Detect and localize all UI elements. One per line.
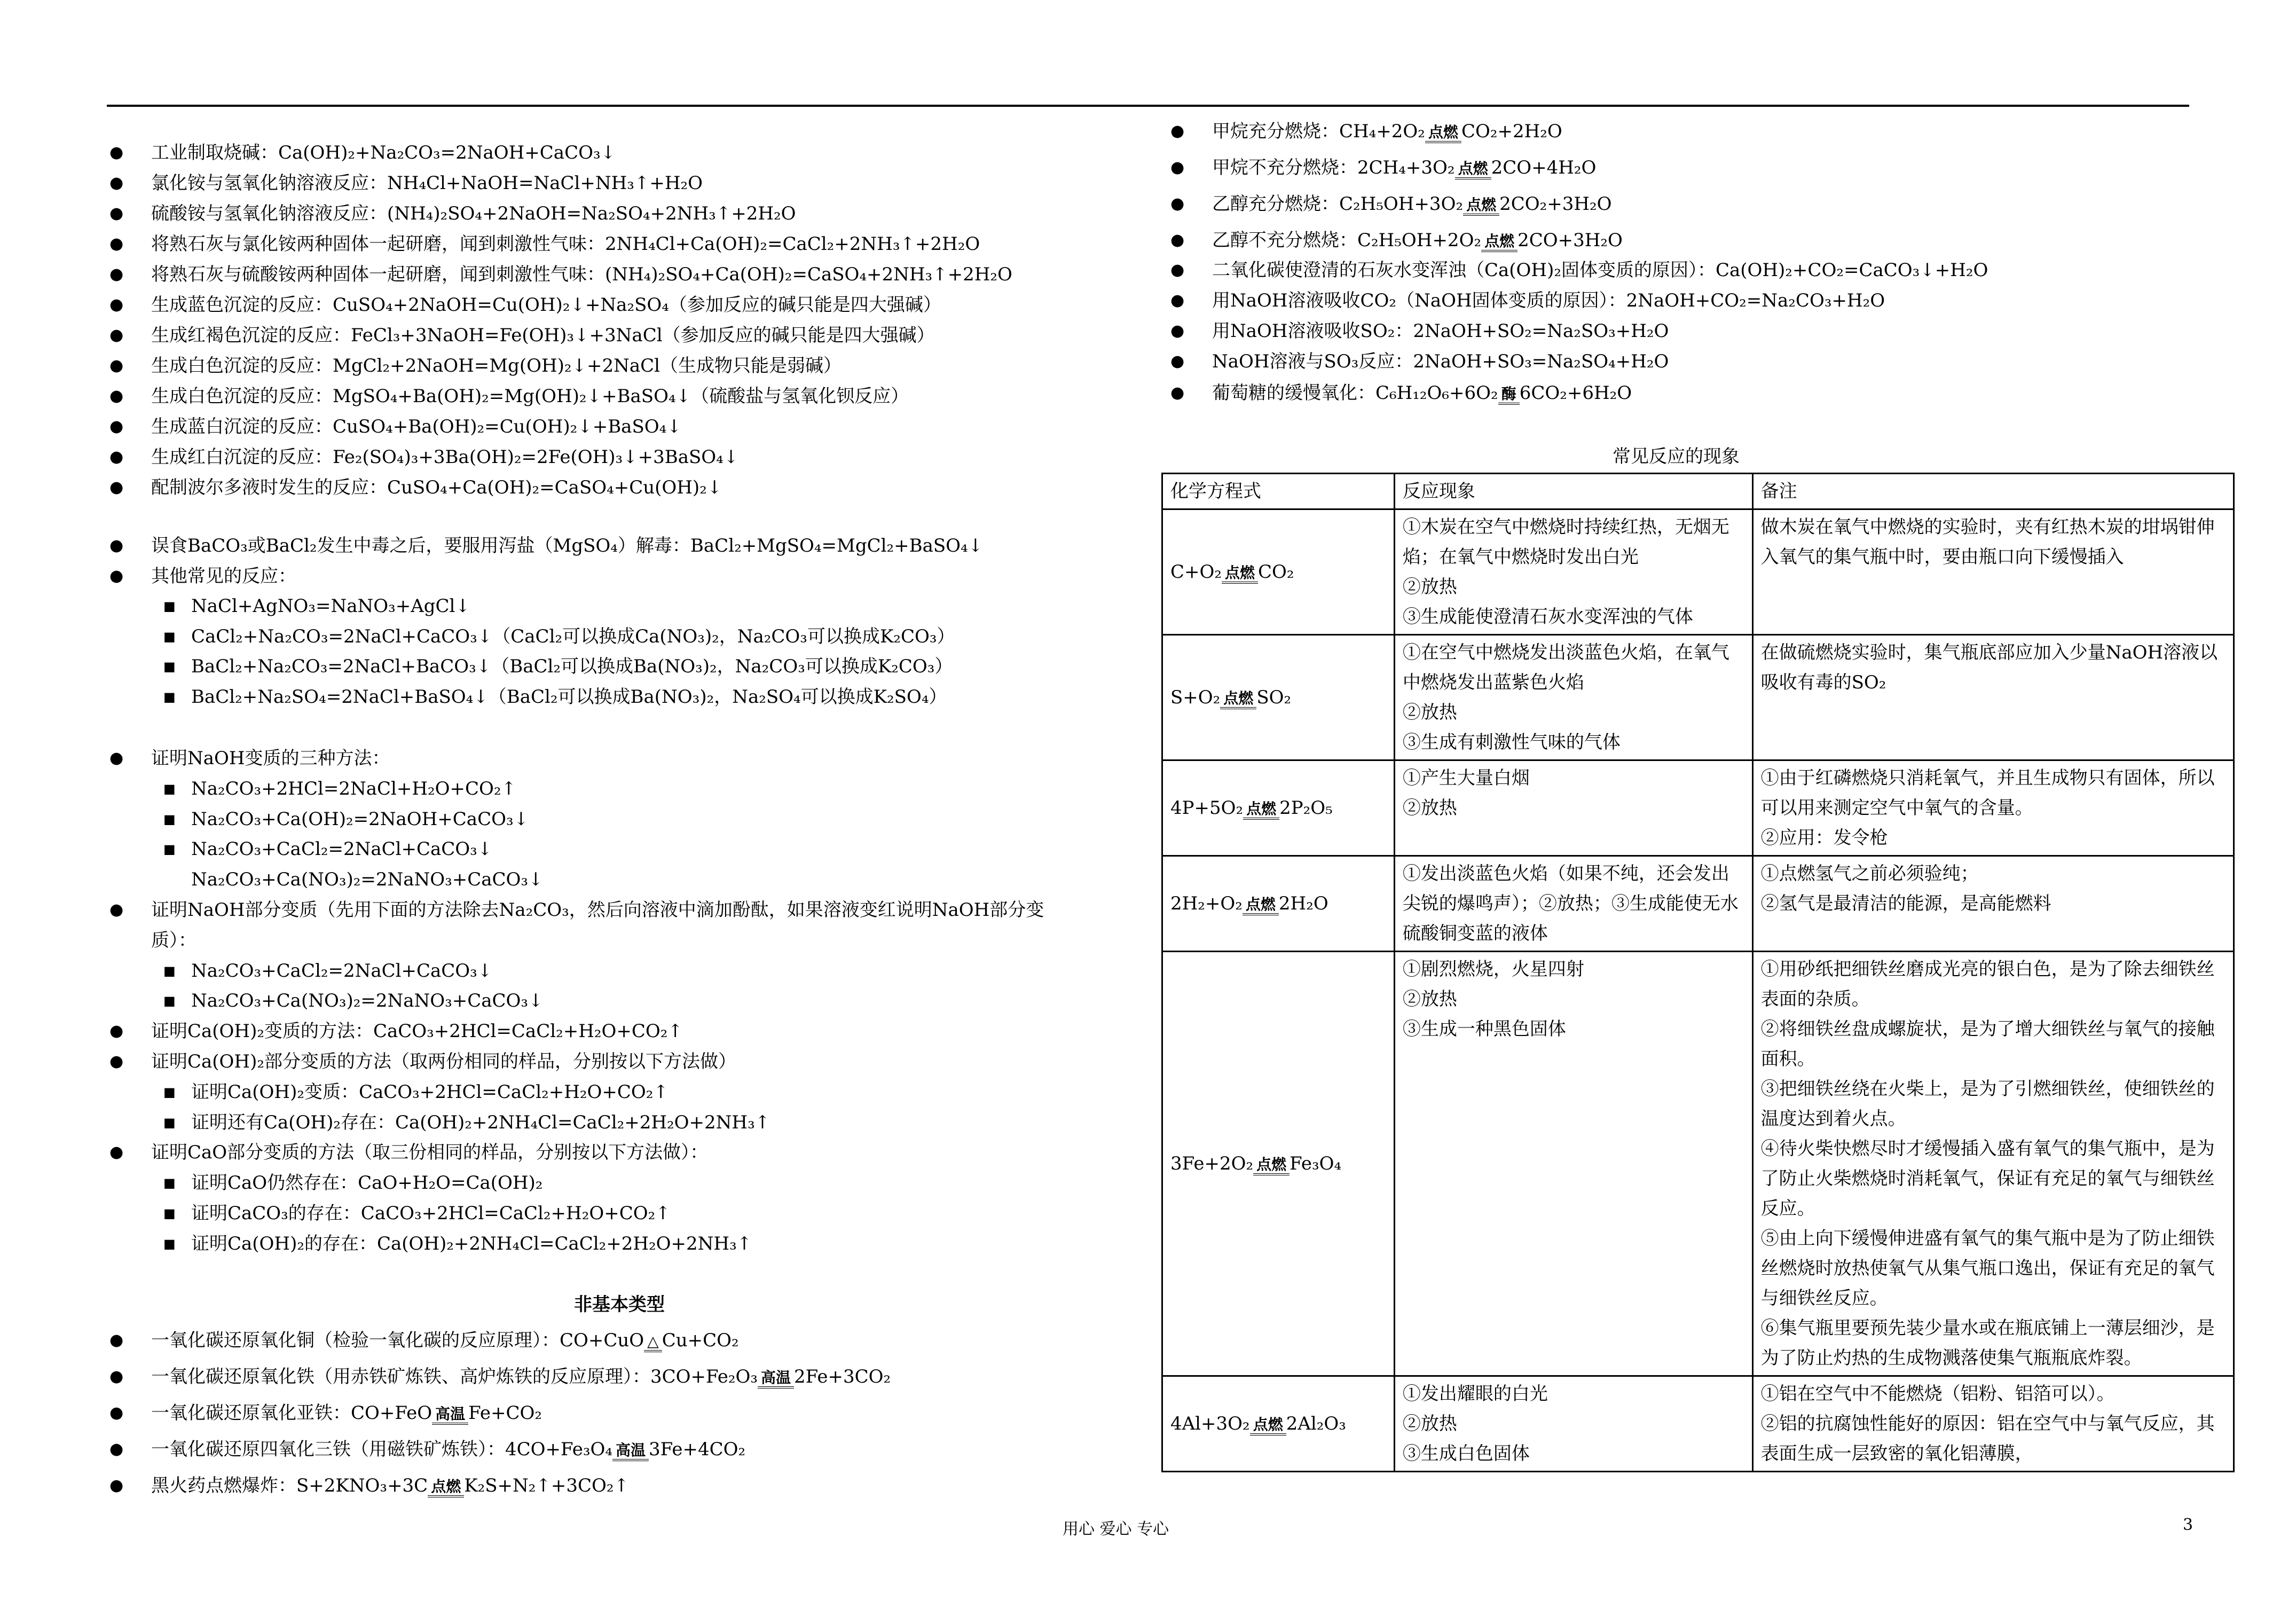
list-item: 质）： [151, 929, 196, 951]
list-item: ● 生成红白沉淀的反应：Fe₂(SO₄)₃+3Ba(OH)₂=2Fe(OH)₃↓+3BaSO₄↓ [151, 446, 738, 468]
table-title: 常见反应的现象 [1613, 446, 1740, 467]
note-line: ⑥集气瓶里要预先装少量水或在瓶底铺上一薄层细沙，是为了防止灼热的生成物溅落使集气瓶瓶底炸裂。 [1760, 1317, 2215, 1369]
reaction-condition [1220, 691, 1256, 709]
equation-left: 用NaOH溶液吸收CO₂（NaOH固体变质的原因）：2NaOH+CO₂=Na₂CO₃+H₂O [1212, 290, 1885, 311]
list-item: ■ Na₂CO₃+Ca(NO₃)₂=2NaNO₃+CaCO₃↓ [191, 990, 544, 1011]
list-item: ● 证明Ca(OH)₂部分变质的方法（取两份相同的样品，分别按以下方法做） [151, 1051, 736, 1072]
condition-label: 点燃 [1250, 1417, 1286, 1435]
list-item: ● 生成白色沉淀的反应：MgSO₄+Ba(OH)₂=Mg(OH)₂↓+BaSO₄↓（硫酸盐与氢氧化钡反应） [151, 386, 909, 407]
note-line: 在做硫燃烧实验时，集气瓶底部应加入少量NaOH溶液以吸收有毒的SO₂ [1760, 642, 2218, 693]
condition-label: 点燃 [1220, 691, 1256, 709]
reaction-condition [432, 1407, 468, 1425]
cell-notes [1752, 635, 2234, 760]
equation-right: SO₂ [1256, 687, 1292, 708]
reaction-condition [644, 1334, 662, 1352]
cell-equation [1162, 760, 1395, 856]
note-line: ①铝在空气中不能燃烧（铝粉、铝箔可以）。 [1760, 1383, 2115, 1405]
list-item: ● 证明NaOH变质的三种方法： [151, 748, 390, 769]
list-item: ■ Na₂CO₃+Ca(OH)₂=2NaOH+CaCO₃↓ [191, 809, 529, 830]
cell-notes [1752, 856, 2234, 952]
reaction-item [1212, 157, 1596, 179]
cell-equation [1162, 635, 1395, 760]
list-item: ■ 证明Ca(OH)₂的存在：Ca(OH)₂+2NH₄Cl=CaCl₂+2H₂O+2NH₃↑ [191, 1233, 752, 1254]
table-row [1162, 952, 2234, 1376]
list-item: ■ 证明Ca(OH)₂变质：CaCO₃+2HCl=CaCl₂+H₂O+CO₂↑ [191, 1081, 669, 1103]
equation-left: 一氧化碳还原氧化铜（检验一氧化碳的反应原理）：CO+CuO [151, 1330, 644, 1351]
condition-label: 酶 [1498, 387, 1520, 405]
cell-phenomena [1394, 952, 1752, 1376]
condition-label: 高温 [612, 1443, 649, 1461]
condition-label: 点燃 [1253, 1157, 1289, 1175]
equation-right: Fe+CO₂ [468, 1402, 542, 1424]
phenomenon-line: ②放热 [1402, 576, 1457, 598]
condition-label: 点燃 [1243, 897, 1279, 915]
table-row [1162, 509, 2234, 635]
condition-label: 点燃 [1425, 125, 1461, 143]
reaction-item [1212, 230, 1623, 252]
list-item: ● 配制波尔多液时发生的反应：CuSO₄+Ca(OH)₂=CaSO₄+Cu(OH)₂↓ [151, 477, 722, 498]
phenomenon-line: ②放热 [1402, 988, 1457, 1010]
phenomenon-line: ③生成有刺激性气味的气体 [1402, 732, 1621, 753]
equation-left: 二氧化碳使澄清的石灰水变浑浊（Ca(OH)₂固体变质的原因）：Ca(OH)₂+CO₂=CaCO₃↓+H₂O [1212, 260, 1988, 281]
condition-label: 点燃 [1222, 566, 1258, 584]
list-item: ● 误食BaCO₃或BaCl₂发生中毒之后，要服用泻盐（MgSO₄）解毒：BaCl₂+MgSO₄=MgCl₂+BaSO₄↓ [151, 535, 983, 556]
equation-right: K₂S+N₂↑+3CO₂↑ [464, 1475, 630, 1496]
list-item: ● 生成白色沉淀的反应：MgCl₂+2NaOH=Mg(OH)₂↓+2NaCl（生成物只能是弱碱） [151, 355, 842, 376]
list-item: ● 生成蓝色沉淀的反应：CuSO₄+2NaOH=Cu(OH)₂↓+Na₂SO₄（参加反应的碱只能是四大强碱） [151, 294, 941, 316]
equation-left: 一氧化碳还原氧化铁（用赤铁矿炼铁、高炉炼铁的反应原理）：3CO+Fe₂O₃ [151, 1366, 758, 1387]
phenomenon-line: ②放热 [1402, 702, 1457, 723]
cell-notes [1752, 1376, 2234, 1472]
reaction-condition [1463, 198, 1499, 216]
note-line: ④待火柴快燃尽时才缓慢插入盛有氧气的集气瓶中，是为了防止火柴燃烧时消耗氧气，保证有充足的氧气与细铁丝反应。 [1760, 1138, 2215, 1219]
note-line: ②将细铁丝盘成螺旋状，是为了增大细铁丝与氧气的接触面积。 [1760, 1018, 2215, 1070]
equation-right: 6CO₂+6H₂O [1519, 382, 1632, 404]
reaction-item [151, 1402, 542, 1425]
condition-label: 点燃 [1243, 802, 1279, 820]
phenomenon-line: ①剧烈燃烧，火星四射 [1402, 959, 1584, 980]
reaction-condition [758, 1370, 794, 1388]
list-item: ● 氯化铵与氢氧化钠溶液反应：NH₄Cl+NaOH=NaCl+NH₃↑+H₂O [151, 172, 703, 194]
list-item: ■ BaCl₂+Na₂SO₄=2NaCl+BaSO₄↓（BaCl₂可以换成Ba(NO₃)₂，Na₂SO₄可以换成K₂SO₄） [191, 686, 947, 708]
list-item: ■ Na₂CO₃+2HCl=2NaCl+H₂O+CO₂↑ [191, 778, 516, 799]
phenomenon-line: ③生成白色固体 [1402, 1443, 1530, 1464]
equation-left: 甲烷充分燃烧：CH₄+2O₂ [1212, 121, 1425, 142]
reaction-item [151, 1330, 739, 1352]
phenomenon-line: ②放热 [1402, 1413, 1457, 1434]
cell-notes [1752, 952, 2234, 1376]
list-item: ● 生成红褐色沉淀的反应：FeCl₃+3NaOH=Fe(OH)₃↓+3NaCl（参加反应的碱只能是四大强碱） [151, 325, 935, 346]
cell-equation [1162, 856, 1395, 952]
list-item: Na₂CO₃+Ca(NO₃)₂=2NaNO₃+CaCO₃↓ [191, 869, 544, 891]
equation-right: 2H₂O [1278, 893, 1328, 914]
reaction-item [1212, 121, 1562, 143]
phenomenon-line: ①发出耀眼的白光 [1402, 1383, 1548, 1405]
phenomenon-line: ③生成能使澄清石灰水变浑浊的气体 [1402, 606, 1693, 627]
table-row [1162, 1376, 2234, 1472]
equation-left: S+O₂ [1170, 687, 1221, 708]
note-line: ③把细铁丝绕在火柴上，是为了引燃细铁丝，使细铁丝的温度达到着火点。 [1760, 1078, 2215, 1129]
list-item: ■ CaCl₂+Na₂CO₃=2NaCl+CaCO₃↓（CaCl₂可以换成Ca(NO₃)₂，Na₂CO₃可以换成K₂CO₃） [191, 626, 955, 647]
cell-equation [1162, 952, 1395, 1376]
phenomenon-line: ①木炭在空气中燃烧时持续红热，无烟无焰；在氧气中燃烧时发出白光 [1402, 516, 1729, 568]
list-item: ● 硫酸铵与氢氧化钠溶液反应：(NH₄)₂SO₄+2NaOH=Na₂SO₄+2NH₃↑+2H₂O [151, 203, 796, 224]
list-item: ■ 证明CaO仍然存在：CaO+H₂O=Ca(OH)₂ [191, 1172, 542, 1194]
reaction-condition [1425, 125, 1461, 143]
phenomenon-line: ①在空气中燃烧发出淡蓝色火焰，在氧气中燃烧发出蓝紫色火焰 [1402, 642, 1729, 693]
list-item: ● 其他常见的反应： [151, 566, 296, 587]
equation-right: Cu+CO₂ [662, 1330, 739, 1351]
equation-left: C+O₂ [1170, 561, 1222, 583]
equation-left: 用NaOH溶液吸收SO₂：2NaOH+SO₂=Na₂SO₃+H₂O [1212, 320, 1669, 342]
reaction-condition [428, 1479, 464, 1497]
header-phenomena: 反应现象 [1394, 474, 1752, 509]
cell-notes [1752, 760, 2234, 856]
cell-phenomena [1394, 760, 1752, 856]
equation-right: Fe₃O₄ [1289, 1153, 1342, 1174]
list-item: ■ Na₂CO₃+CaCl₂=2NaCl+CaCO₃↓ [191, 838, 492, 860]
list-item: ■ Na₂CO₃+CaCl₂=2NaCl+CaCO₃↓ [191, 960, 492, 982]
equation-left: 乙醇不充分燃烧：C₂H₅OH+2O₂ [1212, 230, 1482, 251]
note-line: 做木炭在氧气中燃烧的实验时，夹有红热木炭的坩埚钳伸入氧气的集气瓶中时，要由瓶口向下缓慢插入 [1760, 516, 2215, 568]
list-item: ● 证明Ca(OH)₂变质的方法：CaCO₃+2HCl=CaCl₂+H₂O+CO₂↑ [151, 1021, 683, 1042]
equation-right: 2Fe+3CO₂ [794, 1366, 891, 1387]
equation-left: 4Al+3O₂ [1170, 1413, 1250, 1434]
page-number: 3 [2183, 1516, 2193, 1534]
reaction-condition [1250, 1417, 1286, 1435]
condition-label: 高温 [758, 1370, 794, 1388]
equation-right: 2Al₂O₃ [1286, 1413, 1346, 1434]
header-equation: 化学方程式 [1162, 474, 1395, 509]
equation-left: 3Fe+2O₂ [1170, 1153, 1254, 1174]
reaction-item [151, 1475, 629, 1497]
condition-label: 高温 [432, 1407, 468, 1425]
reaction-item [1212, 193, 1612, 216]
cell-phenomena [1394, 1376, 1752, 1472]
condition-label: 点燃 [1463, 198, 1499, 216]
cell-phenomena [1394, 509, 1752, 635]
cell-phenomena [1394, 856, 1752, 952]
equation-left: NaOH溶液与SO₃反应：2NaOH+SO₃=Na₂SO₄+H₂O [1212, 351, 1669, 372]
cell-equation [1162, 509, 1395, 635]
table-row [1162, 856, 2234, 952]
table-header-row [1162, 474, 2234, 509]
reaction-item [1212, 290, 1885, 311]
list-item: ■ BaCl₂+Na₂CO₃=2NaCl+BaCO₃↓（BaCl₂可以换成Ba(NO₃)₂，Na₂CO₃可以换成K₂CO₃） [191, 656, 953, 677]
note-line: ①点燃氢气之前必须验纯； [1760, 863, 1979, 884]
phenomenon-line: ①发出淡蓝色火焰（如果不纯，还会发出尖锐的爆鸣声）；②放热；③生成能使无水硫酸铜变蓝的液体 [1402, 863, 1739, 944]
note-line: ①用砂纸把细铁丝磨成光亮的银白色，是为了除去细铁丝表面的杂质。 [1760, 959, 2215, 1010]
equation-right: 2CO+3H₂O [1517, 230, 1623, 251]
reaction-item [1212, 260, 1988, 281]
condition-label: 点燃 [428, 1479, 464, 1497]
equation-left: 黑火药点燃爆炸：S+2KNO₃+3C [151, 1475, 428, 1496]
equation-left: 4P+5O₂ [1170, 797, 1244, 819]
list-item: ■ 证明还有Ca(OH)₂存在：Ca(OH)₂+2NH₄Cl=CaCl₂+2H₂O+2NH₃↑ [191, 1112, 770, 1133]
list-item: ● 生成蓝白沉淀的反应：CuSO₄+Ba(OH)₂=Cu(OH)₂↓+BaSO₄↓ [151, 416, 682, 437]
equation-right: 3Fe+4CO₂ [649, 1439, 746, 1460]
reaction-condition [1243, 897, 1279, 915]
phenomenon-line: ②放热 [1402, 797, 1457, 819]
equation-right: 2CO+4H₂O [1491, 157, 1597, 178]
reaction-condition [1481, 234, 1517, 252]
list-item: ● 将熟石灰与氯化铵两种固体一起研磨，闻到刺激性气味：2NH₄Cl+Ca(OH)₂=CaCl₂+2NH₃↑+2H₂O [151, 233, 980, 255]
section-title: 非基本类型 [574, 1294, 665, 1315]
reaction-condition [1222, 566, 1258, 584]
list-item: ● 工业制取烧碱：Ca(OH)₂+Na₂CO₃=2NaOH+CaCO₃↓ [151, 142, 616, 163]
cell-equation [1162, 1376, 1395, 1472]
equation-left: 甲烷不充分燃烧：2CH₄+3O₂ [1212, 157, 1455, 178]
note-line: ②氢气是最清洁的能源，是高能燃料 [1760, 893, 2051, 914]
list-item: ● 将熟石灰与硫酸铵两种固体一起研磨，闻到刺激性气味：(NH₄)₂SO₄+Ca(OH)₂=CaSO₄+2NH₃↑+2H₂O [151, 264, 1012, 285]
top-rule [107, 105, 2189, 107]
cell-phenomena [1394, 635, 1752, 760]
equation-left: 2H₂+O₂ [1170, 893, 1243, 914]
list-item: ■ 证明CaCO₃的存在：CaCO₃+2HCl=CaCl₂+H₂O+CO₂↑ [191, 1203, 671, 1224]
reaction-item [1212, 351, 1669, 372]
list-item: ● 证明CaO部分变质的方法（取三份相同的样品，分别按以下方法做）： [151, 1142, 708, 1163]
reaction-condition [1455, 161, 1491, 179]
equation-right: CO₂ [1258, 561, 1294, 583]
equation-left: 一氧化碳还原四氧化三铁（用磁铁矿炼铁）：4CO+Fe₃O₄ [151, 1439, 612, 1460]
reaction-condition [1498, 387, 1520, 405]
note-line: ②铝的抗腐蚀性能好的原因：铝在空气中与氧气反应，其表面生成一层致密的氧化铝薄膜， [1760, 1413, 2215, 1464]
note-line: ②应用：发令枪 [1760, 827, 1888, 849]
table-row [1162, 760, 2234, 856]
cell-notes [1752, 509, 2234, 635]
condition-label: △ [644, 1334, 662, 1352]
reaction-condition [1253, 1157, 1289, 1175]
condition-label: 点燃 [1455, 161, 1491, 179]
condition-label: 点燃 [1481, 234, 1517, 252]
equation-left: 乙醇充分燃烧：C₂H₅OH+3O₂ [1212, 193, 1464, 215]
table-row [1162, 635, 2234, 760]
reaction-item [1212, 382, 1632, 405]
header-notes: 备注 [1752, 474, 2234, 509]
list-item: ● 证明NaOH部分变质（先用下面的方法除去Na₂CO₃，然后向溶液中滴加酚酞，如果溶液变红说明NaOH部分变 [151, 899, 1044, 921]
reaction-condition [612, 1443, 649, 1461]
reaction-condition [1243, 802, 1279, 820]
reaction-item [1212, 320, 1669, 342]
note-line: ①由于红磷燃烧只消耗氧气，并且生成物只有固体，所以可以用来测定空气中氧气的含量。 [1760, 767, 2215, 819]
reaction-item [151, 1439, 745, 1461]
phenomenon-line: ①产生大量白烟 [1402, 767, 1530, 789]
equation-right: 2CO₂+3H₂O [1499, 193, 1612, 215]
reaction-item [151, 1366, 891, 1388]
note-line: ⑤由上向下缓慢伸进盛有氧气的集气瓶中是为了防止细铁丝燃烧时放热使氧气从集气瓶口逸出，保证有充足的氧气与细铁丝反应。 [1760, 1228, 2215, 1309]
footer-center: 用心 爱心 专心 [1063, 1520, 1169, 1539]
equation-left: 葡萄糖的缓慢氧化：C₆H₁₂O₆+6O₂ [1212, 382, 1498, 404]
equation-right: 2P₂O₅ [1279, 797, 1333, 819]
equation-left: 一氧化碳还原氧化亚铁：CO+FeO [151, 1402, 433, 1424]
equation-right: CO₂+2H₂O [1461, 121, 1562, 142]
phenomenon-line: ③生成一种黑色固体 [1402, 1018, 1566, 1040]
list-item: ■ NaCl+AgNO₃=NaNO₃+AgCl↓ [191, 595, 470, 617]
reaction-table [1161, 473, 2235, 1472]
